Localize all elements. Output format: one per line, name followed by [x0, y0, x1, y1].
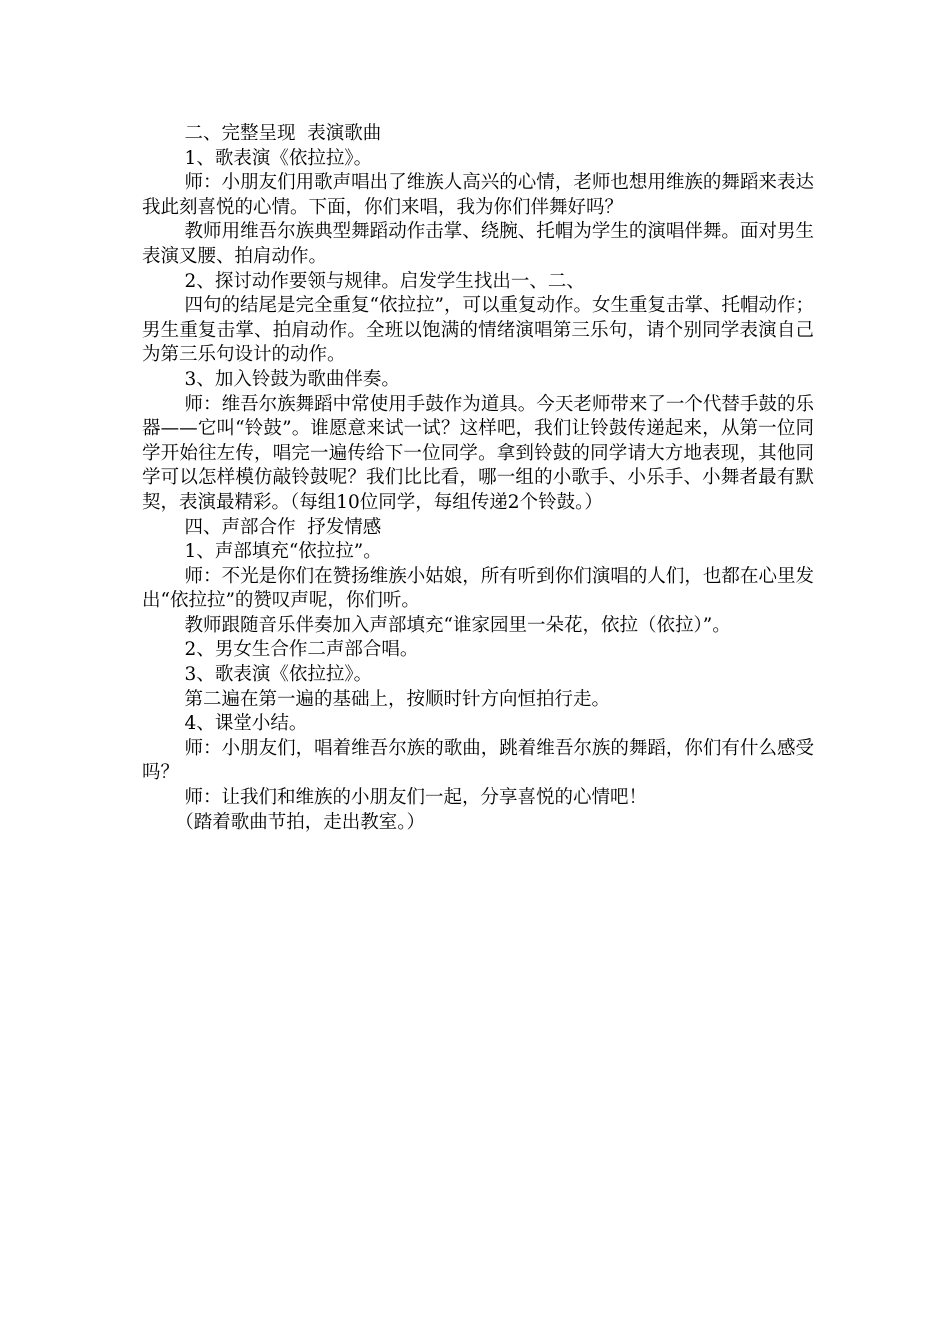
paragraph-tambourine-details: 师：维吾尔族舞蹈中常使用手鼓作为道具。今天老师带来了一个代替手鼓的乐器——它叫“铃鼓”。谁愿意来试一试？这样吧，我们让铃鼓传递起来，从第一位同学开始往左传，唱完一遍传给下一位同学。拿到铃鼓的同学请大方地表现，其他同学可以怎样模仿敲铃鼓呢？我们比比看，哪一组的小歌手、小乐手、小舞者最有默契，表演最精彩。（每组10位同学，每组传递2个铃鼓。）	[142, 393, 814, 513]
item-class-summary: 4、课堂小结。	[184, 713, 308, 735]
paragraph-teacher-dance: 教师用维吾尔族典型舞蹈动作击掌、绕腕、托帽为学生的演唱伴舞。面对男生表演叉腰、拍肩动作。	[142, 221, 814, 267]
section-heading-4: 四、声部合作 抒发情感	[184, 516, 382, 538]
document-body	[142, 122, 814, 835]
item-two-part-chorus: 2、男女生合作二声部合唱。	[184, 639, 419, 661]
item-tambourine: 3、加入铃鼓为歌曲伴奏。	[184, 368, 400, 390]
section-heading-2: 二、完整呈现 表演歌曲	[184, 123, 382, 144]
paragraph-movement-details: 四句的结尾是完全重复“依拉拉”，可以重复动作。女生重复击掌、托帽动作；男生重复击掌、拍肩动作。全班以饱满的情绪演唱第三乐句，请个别同学表演自己为第三乐句设计的动作。	[142, 295, 814, 366]
item-song-performance-again: 3、歌表演《依拉拉》。	[184, 664, 373, 686]
paragraph-teacher-dance-intro: 师：小朋友们用歌声唱出了维族人高兴的心情，老师也想用维族的舞蹈来表达我此刻喜悦的心情。下面，你们来唱，我为你们伴舞好吗？	[142, 172, 814, 218]
paragraph-teacher-question: 师：小朋友们，唱着维吾尔族的歌曲，跳着维吾尔族的舞蹈，你们有什么感受吗？	[142, 737, 814, 784]
item-song-performance: 1、歌表演《依拉拉》。	[184, 147, 373, 169]
paragraph-teacher-closing: 师：让我们和维族的小朋友们一起，分享喜悦的心情吧！	[184, 787, 648, 809]
item-movement-rules: 2、探讨动作要领与规律。启发学生找出一、二、	[184, 270, 585, 292]
paragraph-second-round: 第二遍在第一遍的基础上，按顺时针方向恒拍行走。	[184, 688, 611, 710]
paragraph-voice-fill-details: 教师跟随音乐伴奏加入声部填充“谁家园里一朵花，依拉（依拉）”。	[184, 614, 731, 636]
paragraph-exit-note: （踏着歌曲节拍，走出教室。）	[175, 811, 426, 833]
paragraph-teacher-praise: 师：不光是你们在赞扬维族小姑娘，所有听到你们演唱的人们，也都在心里发出“依拉拉”的赞叹声呢，你们听。	[142, 565, 814, 612]
item-voice-fill: 1、声部填充“依拉拉”。	[184, 541, 382, 563]
